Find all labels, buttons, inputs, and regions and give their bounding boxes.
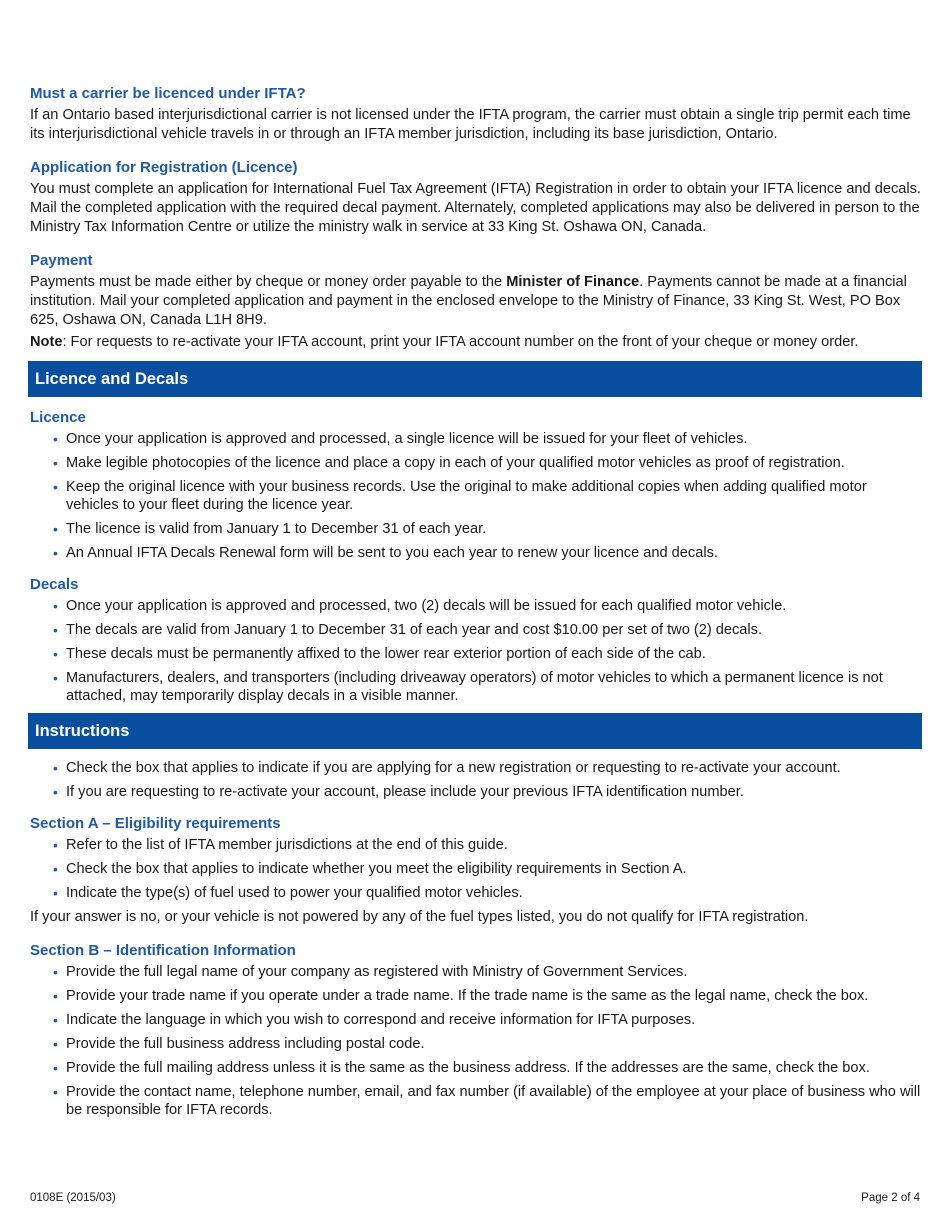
list-item: • Refer to the list of IFTA member jurisdictions at the end of this guide. (53, 837, 508, 853)
decals-heading: Decals (30, 576, 79, 593)
list-item: • Keep the original licence with your business records. Use the original to make additional copies when adding qualified motor vehicles to your fleet during the licence year. (53, 479, 867, 513)
payment-heading: Payment (30, 252, 93, 269)
list-item: • Indicate the language in which you wish to correspond and receive information for IFTA purposes. (53, 1012, 696, 1028)
note-label: Note (30, 334, 63, 350)
instructions-list (30, 759, 922, 801)
licence-heading: Licence (30, 409, 86, 426)
section-a-heading: Section A – Eligibility requirements (30, 815, 281, 832)
list-item: • Make legible photocopies of the licence and place a copy in each of your qualified motor vehicles as proof of registration. (53, 455, 845, 471)
licence-decals-banner: Licence and Decals (28, 361, 922, 397)
payment-body-start: Payments must be made either by cheque or money order payable to the (30, 274, 507, 290)
section-a-note: If your answer is no, or your vehicle is not powered by any of the fuel types listed, you do not qualify for IFTA registration. (30, 909, 809, 925)
payment-body (30, 273, 922, 330)
list-item: • The decals are valid from January 1 to December 31 of each year and cost $10.00 per set of two (2) decals. (53, 622, 763, 638)
section-b-heading: Section B – Identification Information (30, 942, 296, 959)
list-item: • Provide the contact name, telephone number, email, and fax number (if available) of the employee at your place of business who will be responsible for IFTA records. (53, 1084, 921, 1118)
application-heading: Application for Registration (Licence) (30, 159, 298, 176)
note-text: : For requests to re-activate your IFTA account, print your IFTA account number on the front of your cheque or money order. (62, 334, 859, 350)
application-body: You must complete an application for International Fuel Tax Agreement (IFTA) Registration in order to obtain your IFTA licence and decals. Mail the completed application with the required decal payment. Alternately, completed applications may also be delivered in person to the Ministry Tax Information Centre or utilize the ministry walk in service at 33 King St. Oshawa ON, Canada. (30, 181, 921, 235)
section-b-list (30, 963, 922, 1119)
list-item: • If you are requesting to re-activate your account, please include your previous IFTA identification number. (53, 784, 744, 800)
list-item: • Provide the full business address including postal code. (53, 1036, 425, 1052)
list-item: • Once your application is approved and processed, a single licence will be issued for your fleet of vehicles. (53, 431, 748, 447)
page-number: Page 2 of 4 (861, 1192, 920, 1204)
section-a-list (30, 836, 922, 902)
list-item: • The licence is valid from January 1 to December 31 of each year. (53, 521, 487, 537)
list-item: • Manufacturers, dealers, and transporters (including driveaway operators) of motor vehicles to which a permanent licence is not attached, may temporarily display decals in a visible manner. (53, 670, 883, 704)
list-item: • Check the box that applies to indicate whether you meet the eligibility requirements in Section A. (53, 861, 687, 877)
instructions-banner: Instructions (28, 713, 922, 749)
payment-note (30, 333, 922, 352)
licence-list (30, 430, 922, 562)
carrier-body: If an Ontario based interjurisdictional carrier is not licensed under the IFTA program, the carrier must obtain a single trip permit each time its interjurisdictional vehicle travels in or through an IFTA member jurisdiction, including its base jurisdiction, Ontario. (30, 107, 911, 142)
payee-name: Minister of Finance (506, 274, 640, 290)
list-item: • An Annual IFTA Decals Renewal form will be sent to you each year to renew your licence and decals. (53, 545, 718, 561)
list-item: • Check the box that applies to indicate if you are applying for a new registration or requesting to re-activate your account. (53, 760, 841, 776)
list-item: • Provide the full mailing address unless it is the same as the business address. If the addresses are the same, check the box. (53, 1060, 870, 1076)
list-item: • Provide your trade name if you operate under a trade name. If the trade name is the same as the legal name, check the box. (53, 988, 869, 1004)
payment-body-end: . Payments cannot be made at a financial institution. Mail your completed application and payment in the enclosed envelope to the Ministry of Finance, 33 King St. West, PO Box 625, Oshawa ON, Canada L1H 8H9. (30, 274, 907, 328)
list-item: • Indicate the type(s) of fuel used to power your qualified motor vehicles. (53, 885, 523, 901)
document-page (30, 84, 922, 1125)
form-code: 0108E (2015/03) (30, 1192, 116, 1204)
list-item: • These decals must be permanently affixed to the lower rear exterior portion of each side of the cab. (53, 646, 706, 662)
carrier-heading: Must a carrier be licenced under IFTA? (30, 85, 306, 102)
list-item: • Provide the full legal name of your company as registered with Ministry of Government Services. (53, 964, 688, 980)
list-item: • Once your application is approved and processed, two (2) decals will be issued for each qualified motor vehicle. (53, 598, 787, 614)
decals-list (30, 597, 922, 705)
